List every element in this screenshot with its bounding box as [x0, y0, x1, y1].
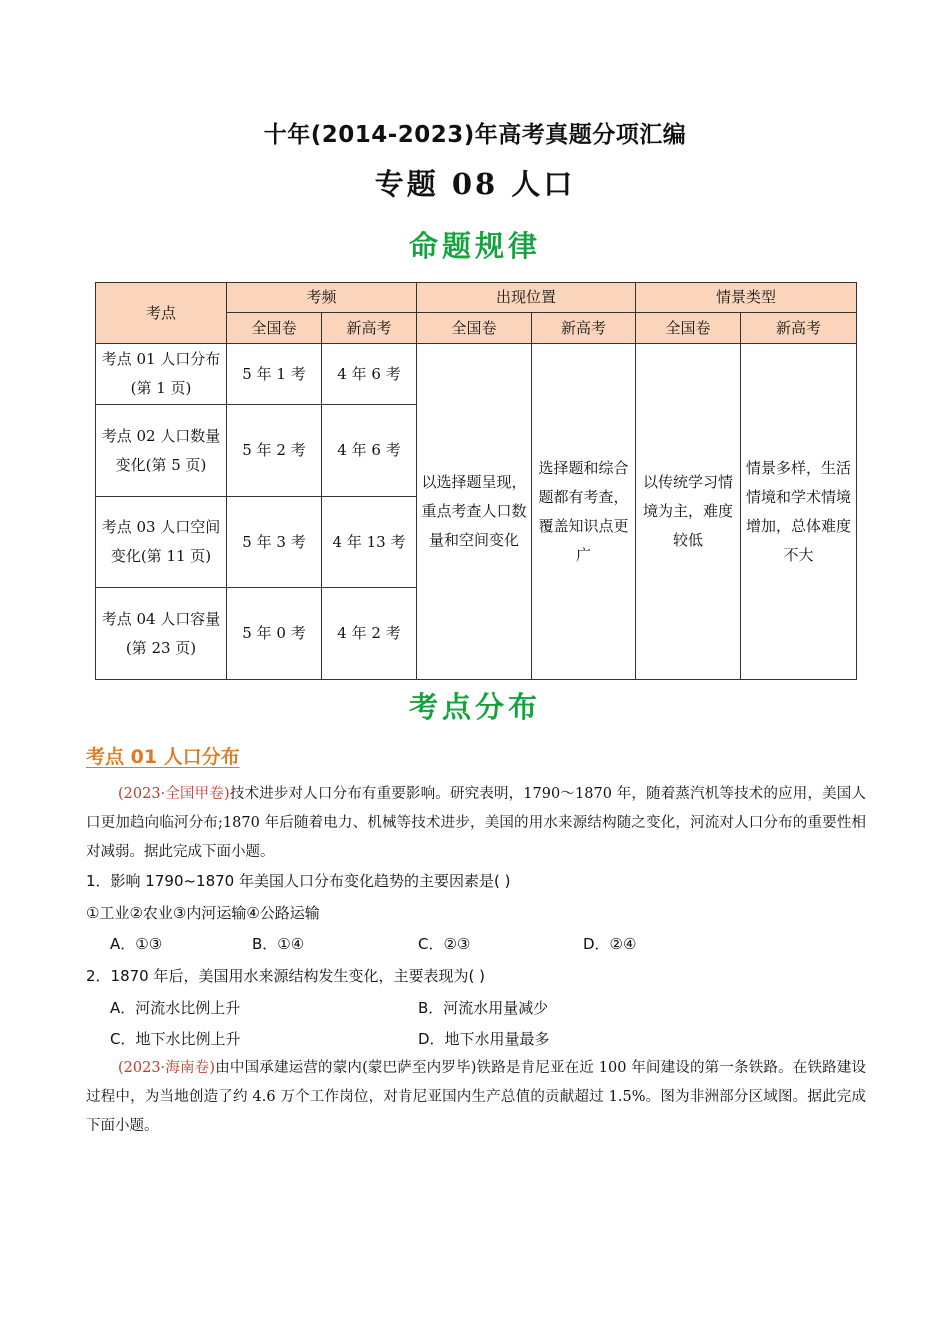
- question-1-items: ①工业②农业③内河运输④公路运输: [86, 904, 320, 922]
- freq-national-cell: 5 年 1 考: [227, 344, 322, 405]
- freq-new-cell: 4 年 13 考: [322, 497, 417, 588]
- q2-option-a: A．河流水比例上升: [110, 999, 241, 1017]
- table-header-row: [96, 283, 857, 313]
- passage-1: [86, 780, 866, 867]
- subheader-cell: 全国卷: [636, 313, 741, 344]
- header-cell: 情景类型: [636, 283, 857, 313]
- passage-2-source: (2023·海南卷): [118, 1060, 216, 1076]
- q1-option-c: C．②③: [418, 935, 471, 953]
- q1-option-b: B．①④: [252, 935, 305, 953]
- freq-new-cell: 4 年 6 考: [322, 344, 417, 405]
- subheader-cell: 新高考: [741, 313, 857, 344]
- scene-new-cell: 情景多样，生活情境和学术情境增加，总体难度不大: [741, 344, 857, 680]
- freq-new-cell: 4 年 2 考: [322, 588, 417, 680]
- passage-1-text: 技术进步对人口分布有重要影响。研究表明，1790～1870 年，随着蒸汽机等技术的应用，美国人口更加趋向临河分布;1870 年后随着电力、机械等技术进步，美国的用水来源结构随之变化，河流对人口分布的重要性相对减弱。据此完成下面小题。: [86, 786, 866, 860]
- scene-national-cell: 以传统学习情境为主，难度较低: [636, 344, 741, 680]
- subheader-cell: 新高考: [322, 313, 417, 344]
- passage-1-source: (2023·全国甲卷): [118, 786, 230, 802]
- position-national-cell: 以选择题呈现，重点考查人口数量和空间变化: [417, 344, 532, 680]
- header-cell: 出现位置: [417, 283, 636, 313]
- question-2: 2．1870 年后，美国用水来源结构发生变化，主要表现为( ): [86, 967, 485, 985]
- section-title-rules: 命题规律: [408, 229, 541, 263]
- table-row: [96, 344, 857, 405]
- q2-option-c: C．地下水比例上升: [110, 1030, 241, 1048]
- summary-table: [95, 282, 857, 680]
- section-title-distribution: 考点分布: [408, 690, 541, 724]
- point-cell: 考点 02 人口数量变化(第 5 页): [96, 405, 227, 497]
- point-cell: 考点 03 人口空间变化(第 11 页): [96, 497, 227, 588]
- q1-option-d: D．②④: [583, 935, 637, 953]
- freq-new-cell: 4 年 6 考: [322, 405, 417, 497]
- q2-option-b: B．河流水用量减少: [418, 999, 549, 1017]
- header-cell: 考频: [227, 283, 417, 313]
- subsection-heading: 考点 01 人口分布: [86, 746, 240, 768]
- subheader-cell: 新高考: [532, 313, 636, 344]
- freq-national-cell: 5 年 2 考: [227, 405, 322, 497]
- freq-national-cell: 5 年 0 考: [227, 588, 322, 680]
- subheader-cell: 全国卷: [227, 313, 322, 344]
- subheader-cell: 全国卷: [417, 313, 532, 344]
- passage-2-text: 由中国承建运营的蒙内(蒙巴萨至内罗毕)铁路是肯尼亚在近 100 年间建设的第一条铁路。在铁路建设过程中，为当地创造了约 4.6 万个工作岗位，对肯尼亚国内生产总值的贡献超过 1.5%。图为非洲部分区域图。据此完成下面小题。: [86, 1060, 866, 1134]
- header-cell: 考点: [96, 283, 227, 344]
- point-cell: 考点 04 人口容量(第 23 页): [96, 588, 227, 680]
- q2-option-d: D．地下水用量最多: [418, 1030, 550, 1048]
- document-title: 十年(2014-2023)年高考真题分项汇编: [263, 122, 687, 148]
- q1-option-a: A．①③: [110, 935, 163, 953]
- position-new-cell: 选择题和综合题都有考查，覆盖知识点更广: [532, 344, 636, 680]
- topic-title: 专题 08 人口: [374, 167, 576, 201]
- passage-2: [86, 1054, 866, 1141]
- freq-national-cell: 5 年 3 考: [227, 497, 322, 588]
- point-cell: 考点 01 人口分布(第 1 页): [96, 344, 227, 405]
- question-1: 1．影响 1790~1870 年美国人口分布变化趋势的主要因素是( ): [86, 872, 511, 890]
